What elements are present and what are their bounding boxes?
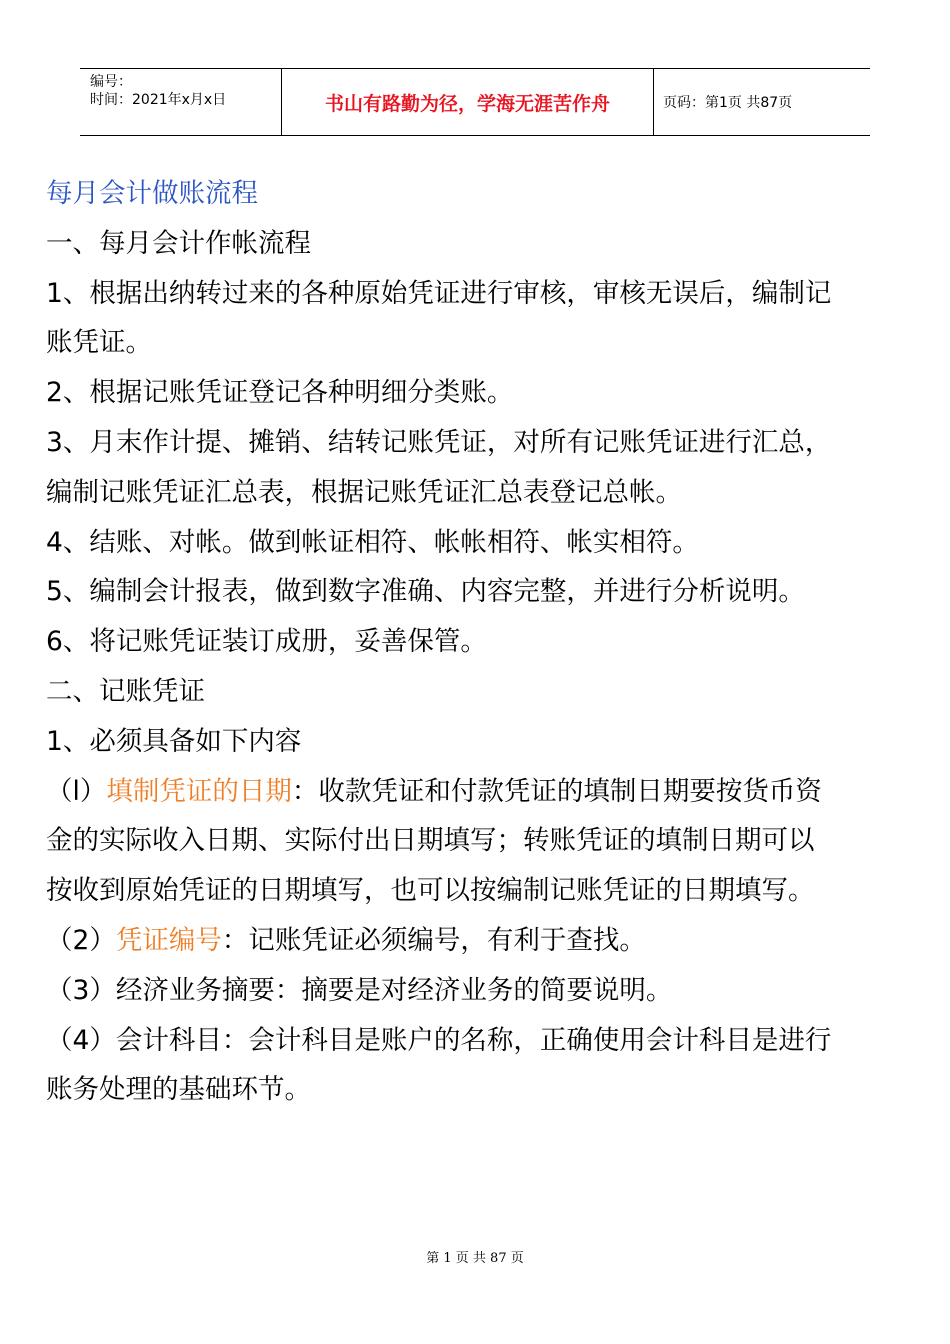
item4: 4、结账、对帐。做到帐证相符、帐帐相符、帐实相符。 <box>46 526 699 558</box>
p2-prefix: （2） <box>46 924 116 956</box>
p1-prefix: （l） <box>46 775 107 807</box>
p2-rest: ：记账凭证必须编号，有利于查找。 <box>221 924 646 956</box>
item3-line2: 编制记账凭证汇总表，根据记账凭证汇总表登记总帐。 <box>46 476 682 508</box>
page-footer: 第 1 页 共 87 页 <box>426 1251 524 1266</box>
page-label: 页码：第1页 共87页 <box>663 95 793 111</box>
item1-line2: 账凭证。 <box>46 327 152 359</box>
p3: （3）经济业务摘要：摘要是对经济业务的简要说明。 <box>46 974 673 1006</box>
item2: 2、根据记账凭证登记各种明细分类账。 <box>46 377 514 409</box>
p1-rest: ：收款凭证和付款凭证的填制日期要按货币资 <box>291 775 822 807</box>
header-table <box>80 68 870 136</box>
item6: 6、将记账凭证装订成册，妥善保管。 <box>46 626 487 658</box>
motto: 书山有路勤为径，学海无涯苦作舟 <box>282 69 654 135</box>
p2-line <box>46 916 906 966</box>
item1-line1: 1、根据出纳转过来的各种原始凭证进行审核，审核无误后，编制记 <box>46 277 832 309</box>
p1-term: 填制凭证的日期 <box>106 775 292 807</box>
p1-line3: 按收到原始凭证的日期填写，也可以按编制记账凭证的日期填写。 <box>46 875 815 907</box>
header-left-cell <box>80 69 282 135</box>
p1-line2: 金的实际收入日期、实际付出日期填写；转账凭证的填制日期可以 <box>46 825 815 857</box>
p1-line1 <box>46 767 906 817</box>
p2-term: 凭证编号 <box>115 924 222 956</box>
document-body <box>46 169 906 1115</box>
p4-line2: 账务处理的基础环节。 <box>46 1074 311 1106</box>
section2-heading: 二、记账凭证 <box>46 675 205 707</box>
number-label: 编号： <box>90 74 132 90</box>
section1-heading: 一、每月会计作帐流程 <box>46 227 311 259</box>
p4-line1: （4）会计科目：会计科目是账户的名称，正确使用会计科目是进行 <box>46 1024 832 1056</box>
item3-line1: 3、月末作计提、摊销、结转记账凭证，对所有记账凭证进行汇总， <box>46 426 832 458</box>
date-label: 时间：2021年x月x日 <box>90 92 227 108</box>
item5: 5、编制会计报表，做到数字准确、内容完整，并进行分析说明。 <box>46 576 805 608</box>
document-title: 每月会计做账流程 <box>46 178 258 209</box>
sub1: 1、必须具备如下内容 <box>46 725 302 757</box>
